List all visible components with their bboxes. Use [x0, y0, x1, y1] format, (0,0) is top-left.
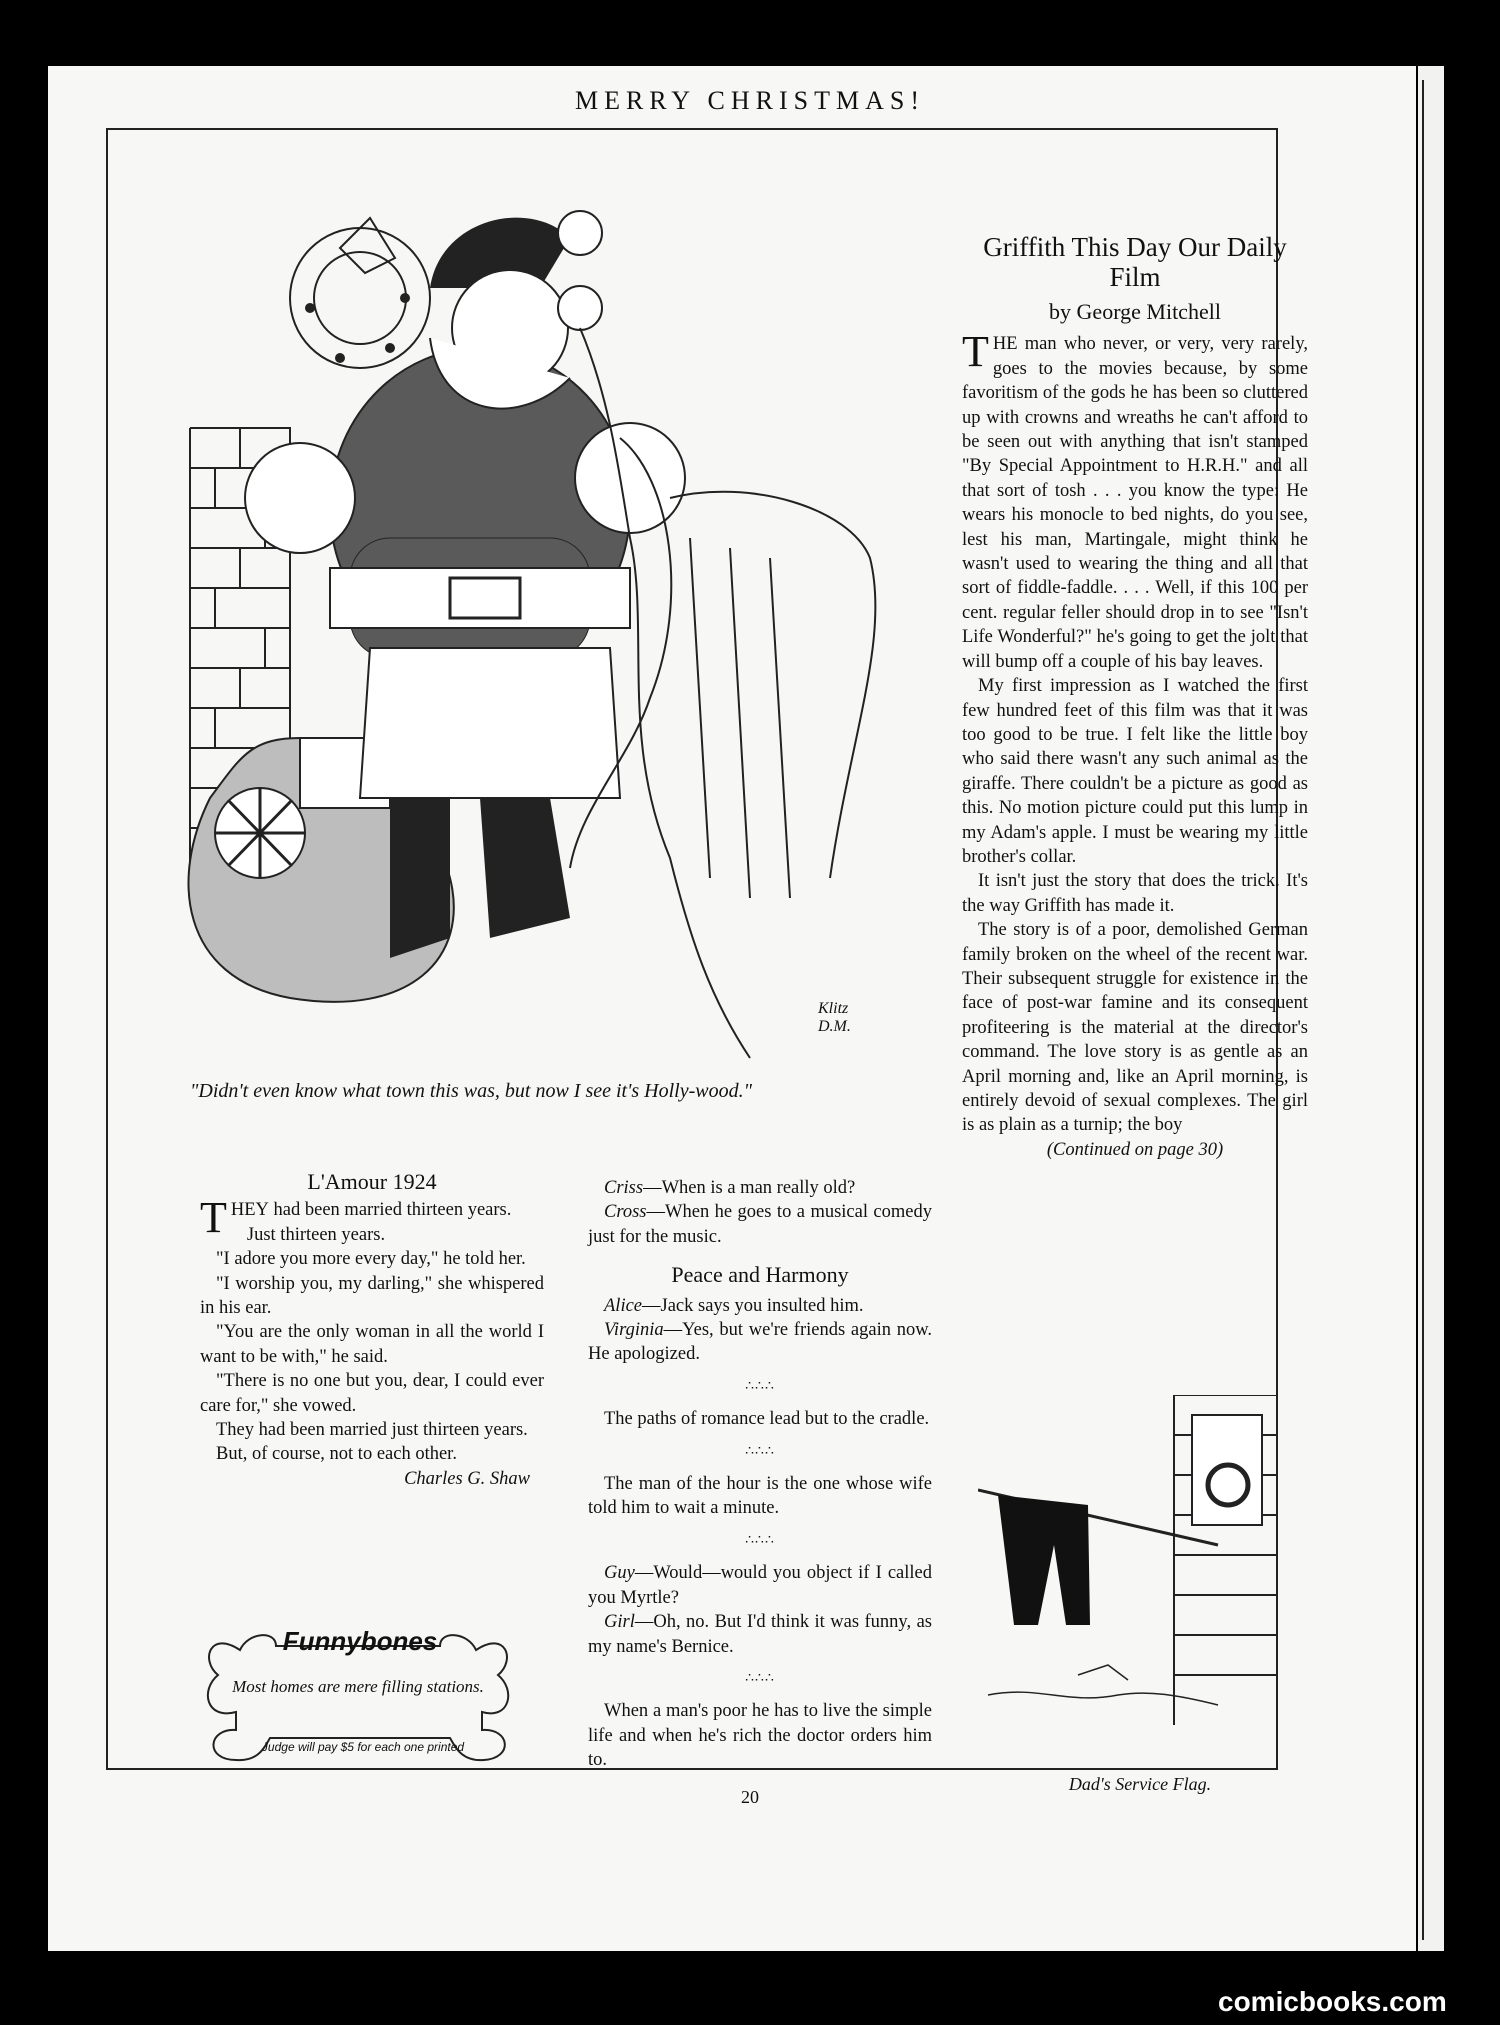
joke-line: —When is a man really old?	[643, 1178, 856, 1198]
joke-hour: The man of the hour is the one whose wife told him to wait a minute.	[588, 1474, 932, 1519]
speaker-girl: Girl	[604, 1612, 635, 1633]
joke-girl	[588, 1610, 932, 1659]
joke-line: —Yes, but we're friends again now. He apologized.	[588, 1320, 932, 1365]
amour-paragraph-1: had been married thirteen years.	[273, 1200, 512, 1221]
continued-note: (Continued on page 30)	[1046, 1139, 1224, 1160]
amour-dropcap: T	[200, 1193, 227, 1243]
service-flag-caption: Dad's Service Flag.	[1068, 1774, 1212, 1794]
funnybones-box	[200, 1620, 516, 1768]
joke-romance: The paths of romance lead but to the cradle.	[604, 1409, 930, 1430]
cartoon-caption: "Didn't even know what town this was, but now I see it's Holly-wood."	[190, 1080, 752, 1102]
amour-title: L'Amour 1924	[307, 1169, 437, 1194]
page-number: 20	[741, 1787, 759, 1807]
peace-title: Peace and Harmony	[671, 1262, 849, 1288]
speaker-guy: Guy	[604, 1563, 635, 1584]
joke-alice	[588, 1294, 932, 1318]
griffith-title: Griffith This Day Our Daily Film	[983, 232, 1287, 292]
amour-story	[200, 1170, 544, 1491]
joke-virginia	[588, 1318, 932, 1367]
joke-line: —When he goes to a musical comedy just for the music.	[588, 1202, 932, 1247]
amour-paragraph: "I worship you, my darling," she whispered in his ear.	[200, 1273, 544, 1319]
griffith-paragraph-4: The story is of a poor, demolished German family broken on the wheel of the recent war. Their subsequent struggle for existence in the face of post-war famine and its consequent profiteering is the material at the director's command. The love story is as gentle as an April morning and, like an April morning, is entirely devoid of sexual complexes. The girl is as plain as a turnip; the boy	[962, 920, 1308, 1136]
funnybones-logo: Funnybones	[282, 1626, 438, 1656]
joke-line: —Would—would you object if I called you Myrtle?	[588, 1563, 932, 1608]
amour-paragraph: Just thirteen years.	[246, 1224, 386, 1245]
speaker-alice: Alice	[604, 1295, 643, 1316]
speaker-cross: Cross	[604, 1202, 647, 1223]
griffith-byline: by George Mitchell	[1049, 299, 1221, 324]
amour-paragraph: "You are the only woman in all the world I want to be with," he said.	[200, 1322, 544, 1367]
griffith-paragraph-1: man who never, or very, very rarely, goes to the movies because, by some favoritism of the gods he has been so cluttered up with crowns and wreaths he can't afford to be seen out with anything that isn't stamped "By Special Appointment to H.R.H." and all that sort of tosh . . . you know the type: He wears his monocle to bed nights, do you see, lest his man, Martingale, might think he wasn't used to wearing the thing and all that sort of fiddle-faddle. . . . Well, if this 100 per cent. regular feller should drop in to see "Isn't Life Wonderful?" he's going to get the jolt that will bump off a couple of his bay leaves.	[962, 334, 1308, 672]
ornament-divider: ∴∴∴	[745, 1670, 775, 1686]
amour-paragraph: "I adore you more every day," he told her.	[216, 1249, 526, 1270]
ornament-divider: ∴∴∴	[745, 1378, 775, 1394]
joke-criss	[588, 1176, 932, 1200]
funnybones-fineprint: Judge will pay $5 for each one printed	[261, 1740, 465, 1754]
ornament-divider: ∴∴∴	[745, 1532, 775, 1548]
amour-author: Charles G. Shaw	[404, 1468, 530, 1489]
joke-line: —Oh, no. But I'd think it was funny, as my name's Bernice.	[588, 1612, 932, 1657]
joke-guy	[588, 1561, 932, 1610]
griffith-article	[962, 232, 1308, 1162]
joke-cross	[588, 1200, 932, 1249]
amour-paragraph: But, of course, not to each other.	[216, 1444, 457, 1465]
amour-paragraph: "There is no one but you, dear, I could ever care for," she vowed.	[200, 1371, 544, 1416]
griffith-paragraph-3: It isn't just the story that does the trick. It's the way Griffith has made it.	[962, 871, 1308, 916]
funnybones-joke: Most homes are mere filling stations.	[232, 1677, 484, 1696]
next-page-rule	[1422, 80, 1424, 1940]
jokes-column	[588, 1176, 932, 1773]
joke-poor: When a man's poor he has to live the simple life and when he's rich the doctor orders him to.	[588, 1701, 932, 1771]
santa-cartoon-illustration	[150, 178, 940, 1078]
amour-paragraph: They had been married just thirteen years.	[216, 1420, 528, 1441]
service-flag-cartoon	[978, 1395, 1304, 1745]
griffith-dropcap: T	[962, 327, 989, 377]
ornament-divider: ∴∴∴	[745, 1443, 775, 1459]
speaker-criss: Criss	[604, 1178, 644, 1198]
wreath	[290, 218, 430, 368]
amour-lead: HEY	[230, 1200, 269, 1221]
joke-line: —Jack says you insulted him.	[642, 1295, 864, 1316]
griffith-lead: HE	[992, 334, 1018, 355]
artist-signature: Klitz D.M.	[818, 1000, 851, 1035]
speaker-virginia: Virginia	[604, 1320, 664, 1341]
griffith-paragraph-2: My first impression as I watched the first few hundred feet of this film was that it was too good to be true. I felt like the little boy who said there wasn't any such animal as the giraffe. There couldn't be a picture as good as this. No motion picture could put this lump in my Adam's apple. I must be wearing my little brother's collar.	[962, 676, 1308, 867]
running-header: MERRY CHRISTMAS!	[574, 86, 926, 115]
watermark: comicbooks.com	[1218, 1986, 1447, 2017]
